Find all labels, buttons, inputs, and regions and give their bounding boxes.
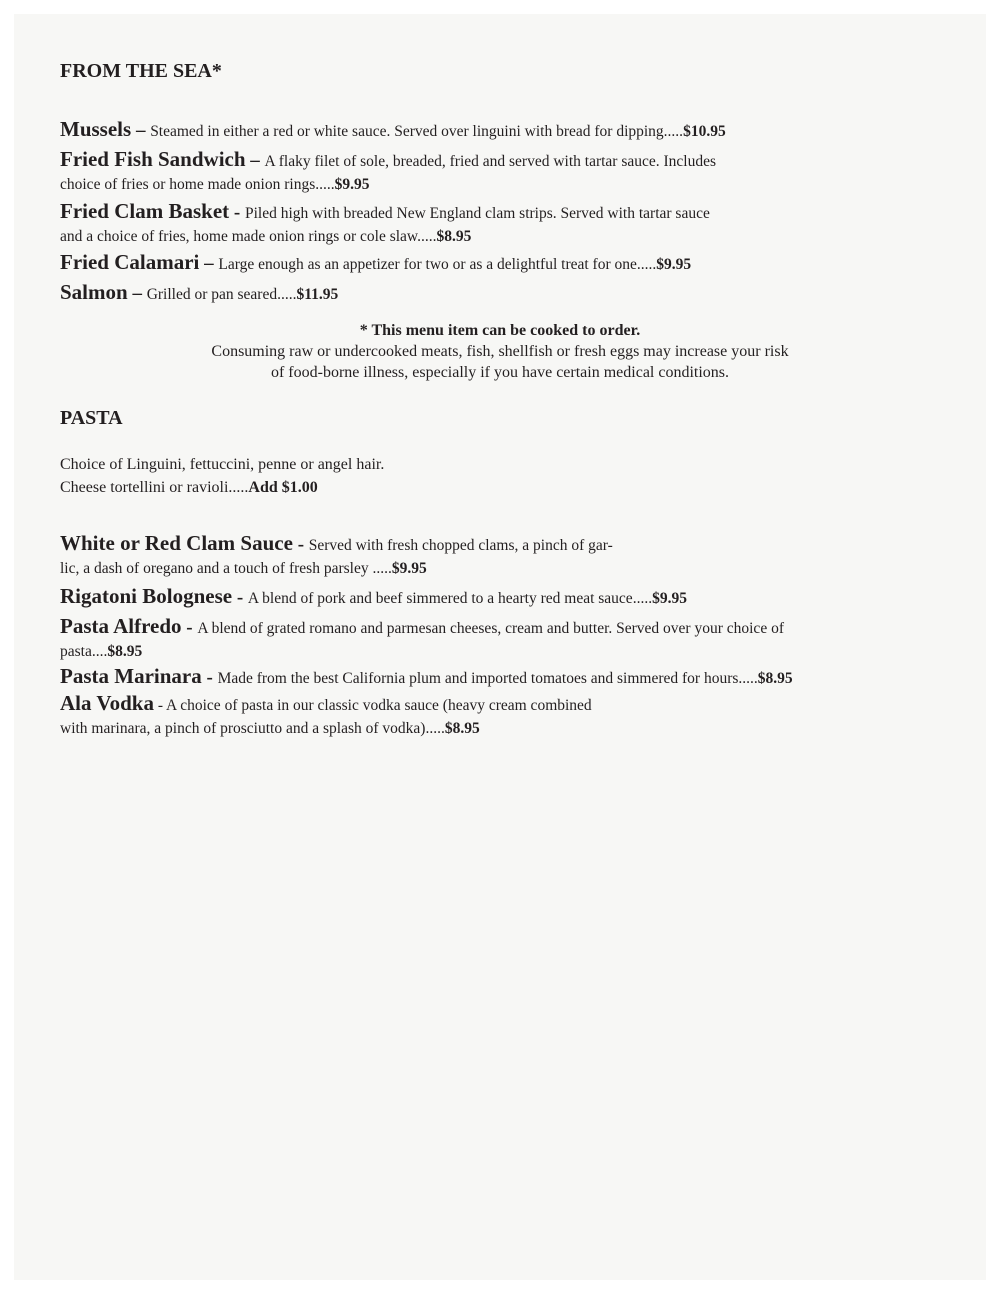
item-description-cont: lic, a dash of oregano and a touch of fresh parsley ..... <box>60 560 392 577</box>
item-description: Piled high with breaded New England clam strips. Served with tartar sauce <box>244 205 710 222</box>
section-title-pasta: PASTA <box>60 407 123 429</box>
item-description: A blend of grated romano and parmesan cheeses, cream and butter. Served over your choice of <box>197 620 784 637</box>
item-price: $9.95 <box>656 256 692 273</box>
section-title-from-the-sea: FROM THE SEA* <box>60 60 222 82</box>
pasta-intro <box>60 453 384 499</box>
item-name: Salmon <box>60 280 128 304</box>
item-price: $10.95 <box>683 123 726 140</box>
notice-line-2: of food-borne illness, especially if you have certain medical conditions. <box>270 364 730 381</box>
menu-item-pasta-alfredo: Pasta Alfredo - A blend of grated romano and parmesan cheeses, cream and butter. Served over your choice of pasta....$8.95 <box>60 614 784 660</box>
item-description: Served with fresh chopped clams, a pinch of gar- <box>308 537 613 554</box>
item-name: Rigatoni Bolognese <box>60 584 233 608</box>
menu-item-fried-fish-sandwich: Fried Fish Sandwich – A flaky filet of sole, breaded, fried and served with tartar sauce. Includes choice of fries or home made onion rings.....$9.95 <box>60 147 717 193</box>
item-description: Made from the best California plum and imported tomatoes and simmered for hours..... <box>217 670 758 687</box>
item-price: $9.95 <box>652 590 687 607</box>
menu-item-ala-vodka: Ala Vodka - A choice of pasta in our classic vodka sauce (heavy cream combined with marinara, a pinch of prosciutto and a splash of vodka).....$8.95 <box>60 691 592 737</box>
item-description: A flaky filet of sole, breaded, fried and served with tartar sauce. Includes <box>264 153 717 170</box>
item-name: Mussels <box>60 117 132 141</box>
pasta-intro-line-2: Cheese tortellini or ravioli..... <box>60 479 249 496</box>
item-name: White or Red Clam Sauce <box>60 531 293 555</box>
item-description: Large enough as an appetizer for two or as a delightful treat for one..... <box>218 256 657 273</box>
menu-item-rigatoni-bolognese: Rigatoni Bolognese - A blend of pork and beef simmered to a hearty red meat sauce.....$9.95 <box>60 584 687 608</box>
item-price: $11.95 <box>296 286 339 303</box>
item-name: Ala Vodka <box>60 691 154 715</box>
item-description: A blend of pork and beef simmered to a hearty red meat sauce..... <box>247 590 653 607</box>
item-name: Fried Fish Sandwich <box>60 147 246 171</box>
menu-item-white-or-red-clam-sauce: White or Red Clam Sauce - Served with fresh chopped clams, a pinch of gar- lic, a dash of oregano and a touch of fresh parsley .....$9.95 <box>60 531 613 577</box>
item-price: $8.95 <box>757 670 793 687</box>
menu-item-fried-calamari: Fried Calamari – Large enough as an appetizer for two or as a delightful treat for one.....$9.95 <box>60 250 692 274</box>
item-name: Fried Clam Basket <box>60 199 230 223</box>
item-description: A choice of pasta in our classic vodka sauce (heavy cream combined <box>166 697 592 714</box>
item-description-cont: choice of fries or home made onion rings..... <box>60 176 335 193</box>
item-description-cont: with marinara, a pinch of prosciutto and a splash of vodka)..... <box>60 720 445 737</box>
pasta-addon-price: Add $1.00 <box>248 479 318 496</box>
item-price: $8.95 <box>444 720 480 737</box>
pasta-intro-line-1: Choice of Linguini, fettuccini, penne or angel hair. <box>60 456 385 473</box>
food-safety-notice <box>60 320 940 383</box>
item-price: $9.95 <box>334 176 370 193</box>
item-name: Pasta Marinara <box>60 664 202 688</box>
notice-line-1: Consuming raw or undercooked meats, fish, shellfish or fresh eggs may increase your risk <box>211 343 789 360</box>
item-name: Fried Calamari <box>60 250 200 274</box>
item-price: $8.95 <box>107 643 143 660</box>
item-name: Pasta Alfredo <box>60 614 182 638</box>
item-description-cont: and a choice of fries, home made onion rings or cole slaw..... <box>60 228 437 245</box>
menu-item-fried-clam-basket: Fried Clam Basket - Piled high with breaded New England clam strips. Served with tartar sauce and a choice of fries, home made onion rings or cole slaw.....$8.95 <box>60 199 710 245</box>
cooked-to-order-note: * This menu item can be cooked to order. <box>359 322 641 339</box>
menu-item-mussels: Mussels – Steamed in either a red or white sauce. Served over linguini with bread for dipping.....$10.95 <box>60 117 726 141</box>
item-price: $9.95 <box>391 560 427 577</box>
item-price: $8.95 <box>436 228 472 245</box>
item-description: Steamed in either a red or white sauce. Served over linguini with bread for dipping..... <box>150 123 684 140</box>
menu-item-pasta-marinara: Pasta Marinara - Made from the best California plum and imported tomatoes and simmered for hours.....$8.95 <box>60 664 793 688</box>
item-description-cont: pasta.... <box>60 643 108 660</box>
item-description: Grilled or pan seared..... <box>146 286 297 303</box>
menu-item-salmon: Salmon – Grilled or pan seared.....$11.95 <box>60 280 339 304</box>
